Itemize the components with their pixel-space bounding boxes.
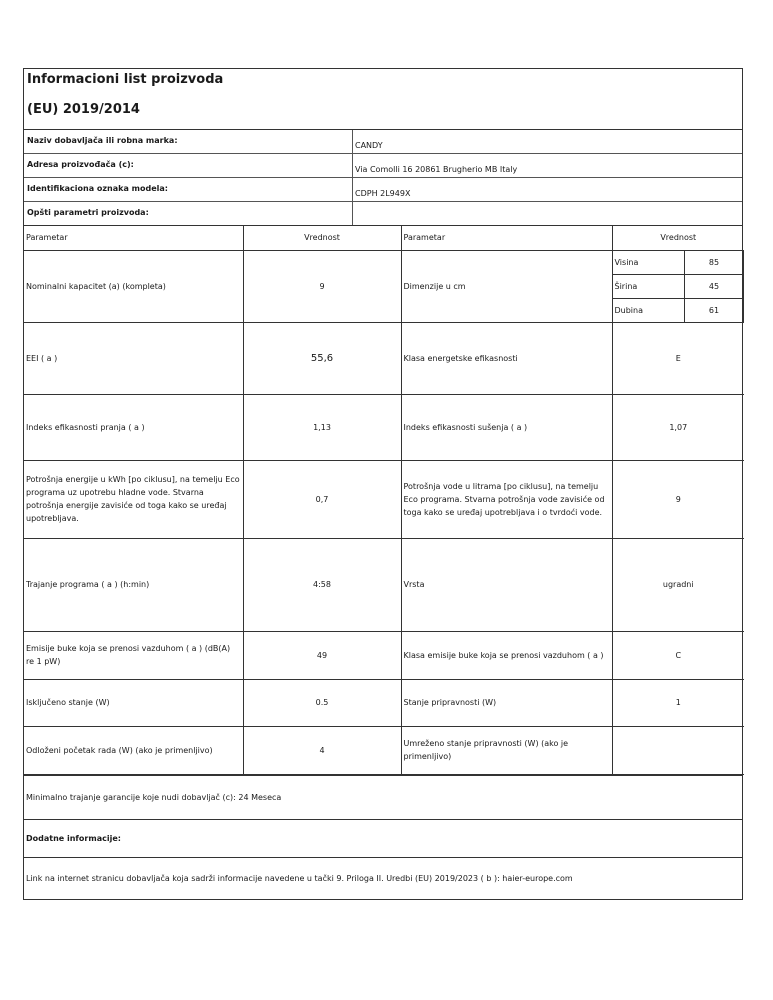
cleaning-index-label: Indeks efikasnosti pranja ( a )	[24, 394, 243, 460]
additional-info-label: Dodatne informacije:	[26, 833, 121, 843]
table-row	[24, 322, 744, 394]
noise-class-value: C	[612, 631, 744, 679]
table-row	[24, 250, 744, 322]
warranty-text: Minimalno trajanje garancije koje nudi dobavljač (c): 24 Meseca	[26, 792, 282, 802]
height-label: Visina	[613, 251, 685, 275]
noise-class-label: Klasa emisije buke koja se prenosi vazduhom ( a )	[401, 631, 612, 679]
header-right-value: Vrednost	[612, 226, 744, 250]
supplier-link-text: Link na internet stranicu dobavljača koja sadrži informacije navedene u tački 9. Priloga II. Uredbi (EU) 2019/2023 ( b ): haier-europe.com	[26, 873, 573, 883]
table-row	[24, 679, 744, 726]
warranty-row	[24, 775, 742, 819]
document-title: Informacioni list proizvoda	[27, 72, 224, 87]
width-label: Širina	[613, 274, 685, 298]
standby-mode-value: 1	[612, 679, 744, 726]
delay-start-label: Odloženi početak rada (W) (ako je primenljivo)	[24, 726, 243, 774]
additional-info-row	[24, 819, 742, 857]
regulation-number: (EU) 2019/2014	[27, 102, 140, 117]
type-label: Vrsta	[401, 538, 612, 631]
general-parameters-label: Opšti parametri proizvoda:	[24, 202, 353, 225]
delay-start-value: 4	[243, 726, 401, 774]
manufacturer-address-row	[24, 154, 742, 178]
general-parameters-row	[24, 202, 742, 226]
table-row	[24, 538, 744, 631]
parameters-table	[24, 226, 744, 775]
supplier-name-label: Naziv dobavljača ili robna marka:	[24, 130, 353, 153]
energy-class-label: Klasa energetske efikasnosti	[401, 322, 612, 394]
table-row	[24, 631, 744, 679]
header-left-value: Vrednost	[243, 226, 401, 250]
type-value: ugradni	[612, 538, 744, 631]
noise-emission-label: Emisije buke koja se prenosi vazduhom ( a ) (dB(A) re 1 pW)	[24, 631, 243, 679]
dimensions-cell	[612, 250, 744, 322]
networked-standby-value	[612, 726, 744, 774]
supplier-name-row	[24, 130, 742, 154]
table-row	[24, 460, 744, 538]
header-left-param: Parametar	[24, 226, 243, 250]
header-right-param: Parametar	[401, 226, 612, 250]
off-mode-value: 0.5	[243, 679, 401, 726]
table-header-row	[24, 226, 744, 250]
model-identifier-label: Identifikaciona oznaka modela:	[24, 178, 353, 201]
dimensions-table	[613, 251, 745, 322]
supplier-name-value: CANDY	[355, 141, 383, 150]
rated-capacity-label: Nominalni kapacitet (a) (kompleta)	[24, 250, 243, 322]
general-parameters-value	[353, 202, 742, 225]
title-block	[24, 69, 742, 130]
width-value: 45	[685, 274, 744, 298]
off-mode-label: Isključeno stanje (W)	[24, 679, 243, 726]
energy-consumption-value: 0,7	[243, 460, 401, 538]
depth-value: 61	[685, 298, 744, 322]
programme-duration-value: 4:58	[243, 538, 401, 631]
manufacturer-address-value: Via Comolli 16 20861 Brugherio MB Italy	[355, 165, 518, 174]
model-identifier-row	[24, 178, 742, 202]
product-information-sheet	[23, 68, 743, 900]
energy-class-value: E	[612, 322, 744, 394]
depth-label: Dubina	[613, 298, 685, 322]
networked-standby-label: Umreženo stanje pripravnosti (W) (ako je primenljivo)	[401, 726, 612, 774]
dimensions-label: Dimenzije u cm	[401, 250, 612, 322]
rated-capacity-value: 9	[243, 250, 401, 322]
supplier-link-row	[24, 857, 742, 899]
drying-index-label: Indeks efikasnosti sušenja ( a )	[401, 394, 612, 460]
cleaning-index-value: 1,13	[243, 394, 401, 460]
drying-index-value: 1,07	[612, 394, 744, 460]
table-row	[24, 726, 744, 774]
table-row	[24, 394, 744, 460]
programme-duration-label: Trajanje programa ( a ) (h:min)	[24, 538, 243, 631]
water-consumption-value: 9	[612, 460, 744, 538]
water-consumption-label: Potrošnja vode u litrama [po ciklusu], na temelju Eco programa. Stvarna potrošnja vode zavisiće od toga kako se uređaj upotrebljava i o tvrdoći vode.	[401, 460, 612, 538]
eei-label: EEI ( a )	[24, 322, 243, 394]
energy-consumption-label: Potrošnja energije u kWh [po ciklusu], na temelju Eco programa uz upotrebu hladne vode. Stvarna potrošnja energije zavisiće od toga kako se uređaj upotrebljava.	[24, 460, 243, 538]
manufacturer-address-label: Adresa proizvođača (c):	[24, 154, 353, 177]
eei-value: 55,6	[243, 322, 401, 394]
model-identifier-value: CDPH 2L949X	[355, 189, 411, 198]
standby-mode-label: Stanje pripravnosti (W)	[401, 679, 612, 726]
height-value: 85	[685, 251, 744, 275]
noise-emission-value: 49	[243, 631, 401, 679]
